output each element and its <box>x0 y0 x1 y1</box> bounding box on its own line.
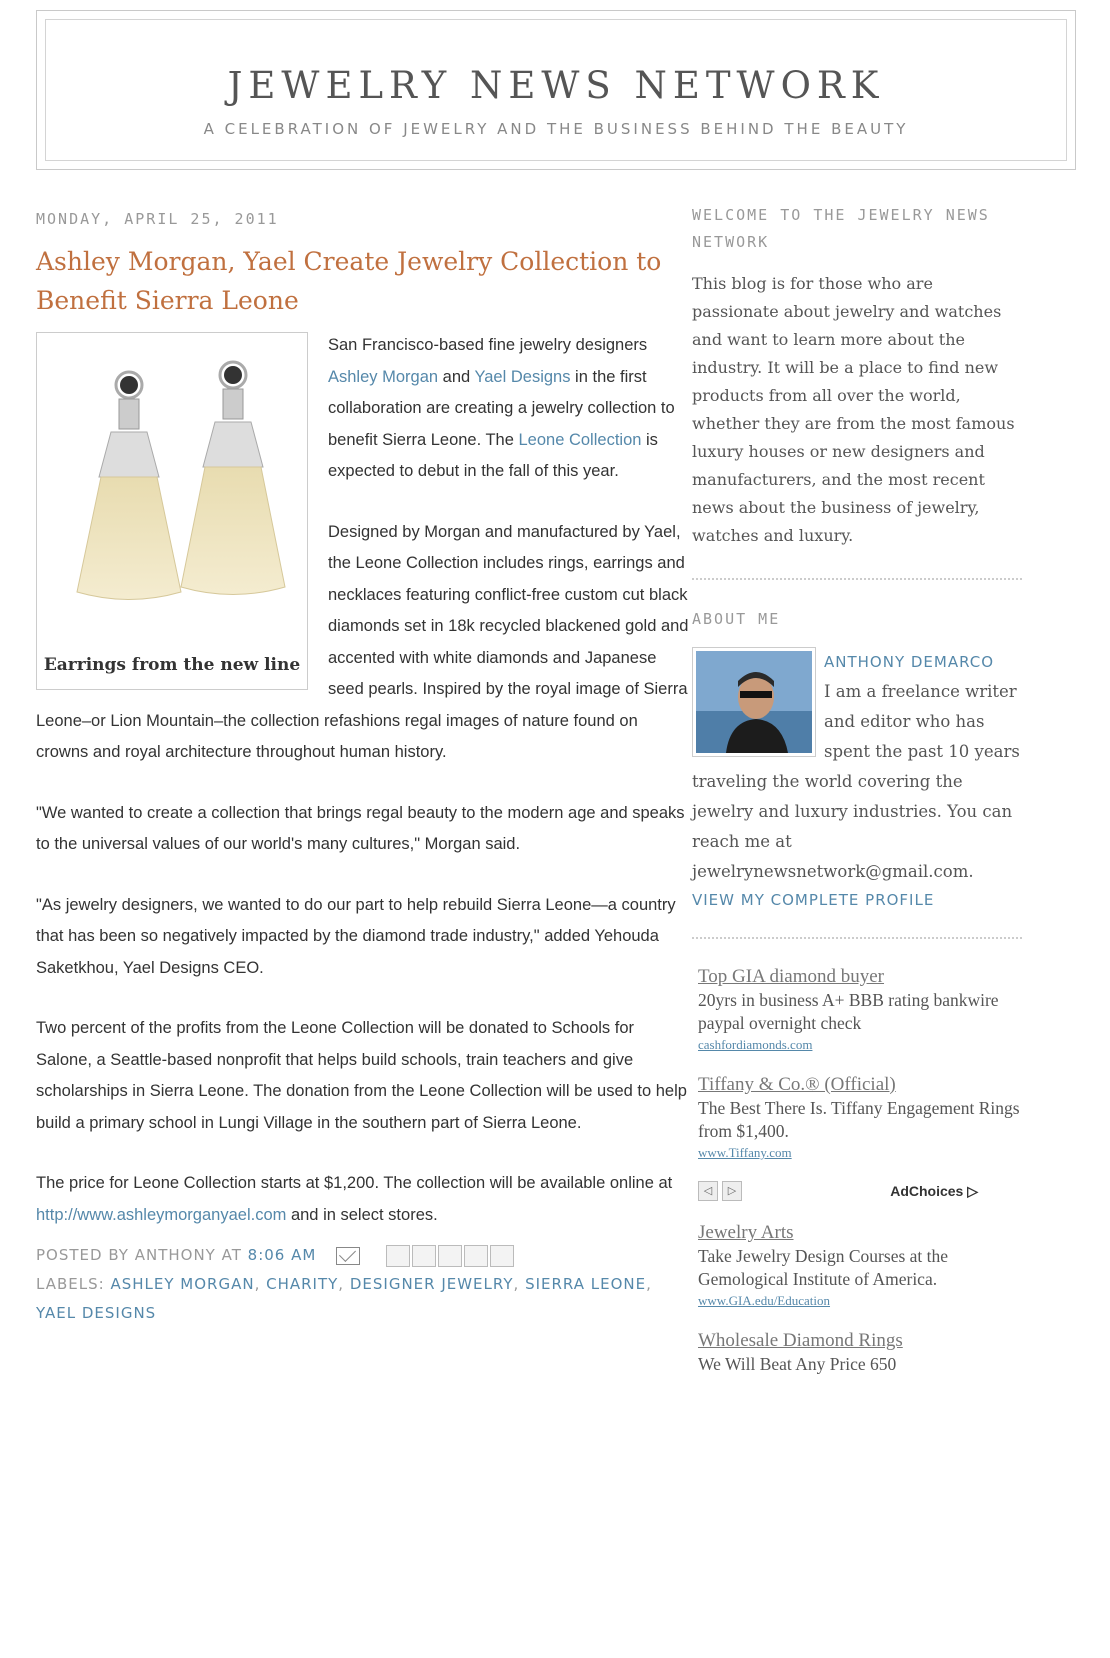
post-byline <box>36 1241 692 1270</box>
ad-text: 20yrs in business A+ BBB rating bankwire paypal overnight check <box>698 990 999 1033</box>
adchoices-link[interactable]: AdChoices ▷ <box>890 1183 978 1199</box>
post-image-earrings[interactable] <box>36 332 308 690</box>
share-buzz-icon[interactable] <box>490 1245 514 1267</box>
paragraph-5: Two percent of the profits from the Leone Collection will be donated to Schools for Salone, a Seattle-based nonprofit that helps build schools, train teachers and give scholarships in Sierra Leone. The donation from the Leone Collection will be used to help build a primary school in Lungi Village in the southern part of Sierra Leone. <box>36 1019 687 1132</box>
paragraph-4: "As jewelry designers, we wanted to do our part to help rebuild Sierra Leone—a country that has been so negatively impacted by the diamond trade industry," added Yehouda Saketkhou, Yael Designs CEO. <box>36 895 676 977</box>
profile-widget <box>692 647 1022 909</box>
welcome-widget-title: WELCOME TO THE JEWELRY NEWS NETWORK <box>692 206 990 251</box>
p1-text-1: San Francisco-based fine jewelry designers <box>328 336 648 354</box>
earring-right <box>181 362 285 595</box>
label-link[interactable]: ASHLEY MORGAN <box>110 1275 255 1293</box>
website-link[interactable]: http://www.ashleymorganyael.com <box>36 1205 287 1224</box>
ashley-morgan-link[interactable]: Ashley Morgan <box>328 367 439 386</box>
post-time-link[interactable]: 8:06 AM <box>247 1246 317 1264</box>
paragraph-3: "We wanted to create a collection that brings regal beauty to the modern age and speaks to the universal values of our world's many cultures," Morgan said. <box>36 803 685 853</box>
main-column <box>36 210 692 1328</box>
paragraph-6 <box>36 1168 692 1231</box>
p6-text-2: and in select stores. <box>286 1205 438 1224</box>
profile-photo <box>696 651 812 753</box>
ad-text: The Best There Is. Tiffany Engagement Rings from $1,400. <box>698 1098 1020 1141</box>
ad-navigation <box>698 1181 1022 1203</box>
ad-text: We Will Beat Any Price 650 <box>698 1354 897 1374</box>
about-me-title: ABOUT ME <box>692 610 781 628</box>
earring-left <box>77 372 181 600</box>
profile-name-link[interactable]: ANTHONY DEMARCO <box>824 653 995 671</box>
post-date: MONDAY, APRIL 25, 2011 <box>36 210 279 228</box>
sidebar <box>692 202 1022 1394</box>
email-post-icon[interactable] <box>336 1247 360 1265</box>
share-buttons <box>386 1241 516 1270</box>
ad-item[interactable] <box>698 1073 1022 1163</box>
post-labels: LABELS: ASHLEY MORGAN, CHARITY, DESIGNER JEWELRY, SIERRA LEONE, YAEL DESIGNS <box>36 1275 652 1322</box>
sidebar-divider <box>692 578 1022 580</box>
ad-item[interactable] <box>698 965 1022 1055</box>
ad-text: Take Jewelry Design Courses at the Gemological Institute of America. <box>698 1246 949 1289</box>
ad-url[interactable]: www.GIA.edu/Education <box>698 1293 831 1308</box>
p1-text-4: is expected to debut in the fall of this year. <box>328 430 658 480</box>
ad-unit <box>692 965 1022 1376</box>
leone-collection-link[interactable]: Leone Collection <box>518 430 642 449</box>
ad-title[interactable]: Jewelry Arts <box>698 1222 794 1243</box>
ad-item[interactable] <box>698 1329 1022 1376</box>
share-facebook-icon[interactable] <box>464 1245 488 1267</box>
profile-text: I am a freelance writer and editor who has spent the past 10 years traveling the world covering the jewelry and luxury industries. You can reach me at jewelrynewsnetwork@gmail.com. <box>692 682 1020 881</box>
paragraph-2: Designed by Morgan and manufactured by Yael, the Leone Collection includes rings, earrings and necklaces featuring conflict-free custom cut black diamonds set in 18k recycled blackened gold and accented with white diamonds and Japanese seed pearls. Inspired by the royal image of Sierra Leone–or Lion Mountain–the collection refashions regal images of nature found on crowns and royal architecture throughout human history. <box>36 522 689 761</box>
label-link[interactable]: YAEL DESIGNS <box>36 1304 157 1322</box>
welcome-widget-text: This blog is for those who are passionate about jewelry and watches and want to learn more about the industry. It will be a place to find new products from all over the world, whether they are from the most famous luxury houses or new designers and manufacturers, and the most recent news about the business of jewelry, watches and luxury. <box>692 274 1015 545</box>
ad-title[interactable]: Wholesale Diamond Rings <box>698 1330 903 1351</box>
view-profile-link[interactable]: VIEW MY COMPLETE PROFILE <box>692 891 935 909</box>
label-link[interactable]: SIERRA LEONE <box>525 1275 647 1293</box>
label-link[interactable]: DESIGNER JEWELRY <box>349 1275 514 1293</box>
share-email-icon[interactable] <box>386 1245 410 1267</box>
ad-next-button[interactable]: ▷ <box>722 1181 742 1201</box>
ad-item[interactable] <box>698 1221 1022 1311</box>
site-title[interactable]: JEWELRY NEWS NETWORK <box>227 64 885 107</box>
ad-title[interactable]: Top GIA diamond buyer <box>698 966 885 987</box>
header-inner-border <box>45 19 1067 161</box>
post-body <box>36 330 692 1231</box>
posted-by-label: POSTED BY ANTHONY AT <box>36 1246 242 1264</box>
ad-url[interactable]: www.Tiffany.com <box>698 1145 792 1160</box>
avatar[interactable] <box>692 647 816 757</box>
yael-designs-link[interactable]: Yael Designs <box>474 367 571 386</box>
ad-url[interactable]: cashfordiamonds.com <box>698 1037 813 1052</box>
ad-prev-button[interactable]: ◁ <box>698 1181 718 1201</box>
sidebar-divider <box>692 937 1022 939</box>
blogthis-icon[interactable] <box>412 1245 436 1267</box>
p6-text-1: The price for Leone Collection starts at $1,200. The collection will be available online at <box>36 1174 673 1192</box>
earrings-image <box>41 337 303 637</box>
ad-title[interactable]: Tiffany & Co.® (Official) <box>698 1074 896 1095</box>
p1-text-2: and <box>438 367 475 386</box>
blog-header <box>36 10 1076 170</box>
labels-prefix: LABELS: <box>36 1275 105 1293</box>
site-description: A CELEBRATION OF JEWELRY AND THE BUSINESS BEHIND THE BEAUTY <box>203 120 909 138</box>
label-link[interactable]: CHARITY <box>266 1275 339 1293</box>
image-caption: Earrings from the new line <box>43 654 301 675</box>
post-title[interactable]: Ashley Morgan, Yael Create Jewelry Collection to Benefit Sierra Leone <box>36 247 662 315</box>
p1-text-3: in the first collaboration are creating a jewelry collection to benefit Sierra Leone. The <box>328 367 675 449</box>
share-twitter-icon[interactable] <box>438 1245 462 1267</box>
post-footer <box>36 1241 692 1328</box>
